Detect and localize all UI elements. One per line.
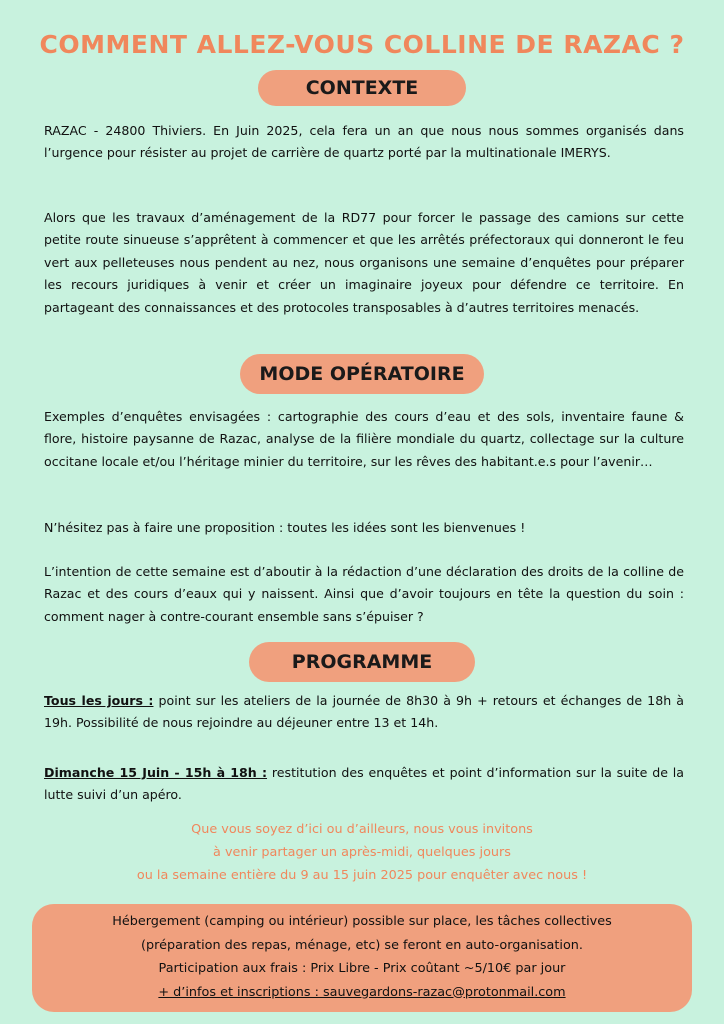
- programme-daily: [44, 690, 684, 735]
- contexte-paragraph-2: Alors que les travaux d’aménagement de la RD77 pour forcer le passage des camions sur cette petite route sinueuse s’apprêtent à commencer et que les arrêtés préfectoraux qui donneront le feu vert aux pelleteuses nous pendent au nez, nous organisons une semaine d’enquêtes pour préparer les recours juridiques à venir et créer un imaginaire joyeux pour défendre ce territoire. En partageant des connaissances et des protocoles transposables à d’autres territoires menacés.: [44, 210, 684, 315]
- section-heading-mode-label: MODE OPÉRATOIRE: [259, 363, 465, 385]
- page-title: COMMENT ALLEZ-VOUS COLLINE DE RAZAC ?: [39, 30, 685, 59]
- contact-email-link[interactable]: + d’infos et inscriptions : sauvegardons-razac@protonmail.com: [158, 984, 566, 1000]
- invitation-line-3: ou la semaine entière du 9 au 15 juin 2025 pour enquêter avec nous !: [136, 868, 588, 883]
- invitation-line-2: à venir partager un après-midi, quelques jours: [213, 845, 511, 860]
- section-heading-contexte: [258, 70, 466, 106]
- programme-sunday: [44, 762, 684, 807]
- mode-paragraph-1: Exemples d’enquêtes envisagées : cartographie des cours d’eau et des sols, inventaire faune & flore, histoire paysanne de Razac, analyse de la filière mondiale du quartz, collectage sur la culture occitane locale et/ou l’héritage minier du territoire, sur les rêves des habitant.e.s pour l’avenir…: [44, 409, 684, 469]
- invitation-text: [0, 818, 724, 887]
- programme-daily-label: Tous les jours :: [44, 693, 154, 708]
- section-heading-programme-label: PROGRAMME: [291, 651, 433, 673]
- info-box: [32, 904, 692, 1012]
- programme-sunday-label: Dimanche 15 Juin - 15h à 18h :: [44, 765, 268, 780]
- programme-daily-text: point sur les ateliers de la journée de 8h30 à 9h + retours et échanges de 18h à 19h. Possibilité de nous rejoindre au déjeuner entre 13 et 14h.: [44, 693, 684, 731]
- programme-sunday-text: restitution des enquêtes et point d’information sur la suite de la lutte suivi d’un apéro.: [44, 765, 684, 803]
- info-box-line-1: Hébergement (camping ou intérieur) possible sur place, les tâches collectives: [112, 914, 612, 929]
- mode-paragraph-3: L’intention de cette semaine est d’aboutir à la rédaction d’une déclaration des droits de la colline de Razac et des cours d’eaux qui y naissent. Ainsi que d’avoir toujours en tête la question du soin : comment nager à contre-courant ensemble sans s’épuiser ?: [44, 564, 684, 624]
- contexte-paragraph-1: RAZAC - 24800 Thiviers. En Juin 2025, cela fera un an que nous nous sommes organisés dans l’urgence pour résister au projet de carrière de quartz porté par la multinationale IMERYS.: [44, 123, 684, 161]
- section-heading-programme: [249, 642, 475, 682]
- info-box-line-3: Participation aux frais : Prix Libre - Prix coûtant ~5/10€ par jour: [158, 961, 566, 976]
- mode-paragraph-2: N’hésitez pas à faire une proposition : toutes les idées sont les bienvenues !: [44, 520, 526, 535]
- section-heading-mode-operatoire: [240, 354, 484, 394]
- invitation-line-1: Que vous soyez d’ici ou d’ailleurs, nous vous invitons: [191, 822, 533, 837]
- info-box-line-2: (préparation des repas, ménage, etc) se feront en auto-organisation.: [141, 937, 583, 953]
- section-heading-contexte-label: CONTEXTE: [305, 77, 419, 99]
